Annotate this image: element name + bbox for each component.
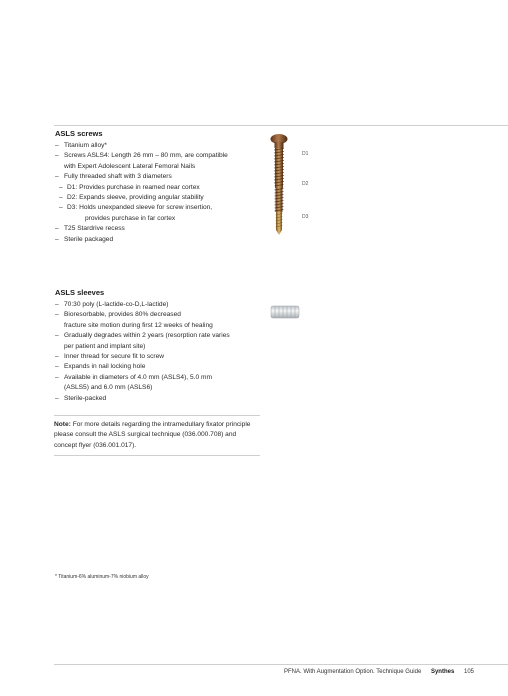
list-item: – D1: Provides purchase in reamed near cortex (55, 183, 270, 193)
list-item: – Expands in nail locking hole (55, 362, 270, 372)
note-box (54, 415, 260, 456)
list-item: – Titanium alloy* (55, 141, 270, 151)
list-item: – Available in diameters of 4.0 mm (ASLS4), 5.0 mm (55, 373, 270, 383)
list-item: – Inner thread for secure fit to screw (55, 352, 270, 362)
list-item: – Fully threaded shaft with 3 diameters (55, 172, 270, 182)
list-item: – Sterile packaged (55, 235, 270, 245)
list-item: – D3: Holds unexpanded sleeve for screw insertion, (55, 203, 270, 213)
list-item: – T25 Stardrive recess (55, 224, 270, 234)
list-item: – Sterile-packed (55, 394, 270, 404)
list-item: – Gradually degrades within 2 years (resorption rate varies (55, 331, 270, 341)
footer-doc-title: PFNA. With Augmentation Option. Technique Guide (283, 669, 422, 675)
list-item: – D2: Expands sleeve, providing angular stability (55, 193, 270, 203)
list-item: – Screws ASLS4: Length 26 mm – 80 mm, are compatible (55, 151, 270, 161)
diameter-label-d3: D3 (302, 214, 309, 220)
asls-sleeves-list (55, 300, 270, 404)
asls-screw-image (268, 134, 290, 236)
asls-sleeves-section (55, 288, 270, 404)
page-number: 105 (463, 669, 474, 675)
asls-sleeves-title: ASLS sleeves (55, 288, 105, 297)
top-divider (54, 125, 508, 126)
page-footer (284, 669, 474, 675)
footer-brand: Synthes (430, 669, 455, 675)
note-body: For more details regarding the intramedullary fixator principle please consult the ASLS surgical technique (036.000.708) and concept flyer (036.001.017). (54, 421, 251, 449)
note-text (54, 420, 260, 451)
list-item: fracture site motion during first 12 weeks of healing (64, 321, 213, 329)
diameter-label-d2: D2 (302, 181, 309, 187)
note-label: Note: (54, 421, 71, 428)
bottom-divider (54, 664, 508, 665)
list-item: with Expert Adolescent Lateral Femoral Nails (64, 162, 196, 170)
footnote: * Titanium-6% aluminum-7% niobium alloy (55, 574, 149, 580)
asls-screws-title: ASLS screws (55, 129, 103, 138)
asls-sleeve-image (270, 302, 300, 322)
list-item: per patient and implant site) (64, 342, 146, 350)
list-item: – 70:30 poly (L-lactide-co-D,L-lactide) (55, 300, 270, 310)
diameter-label-d1: D1 (302, 151, 309, 157)
list-item: – Bioresorbable, provides 80% decreased (55, 310, 270, 320)
list-item: (ASLS5) and 6.0 mm (ASLS6) (64, 384, 153, 392)
asls-screws-section (55, 129, 270, 245)
list-item: provides purchase in far cortex (85, 214, 176, 222)
asls-screws-list (55, 141, 270, 245)
